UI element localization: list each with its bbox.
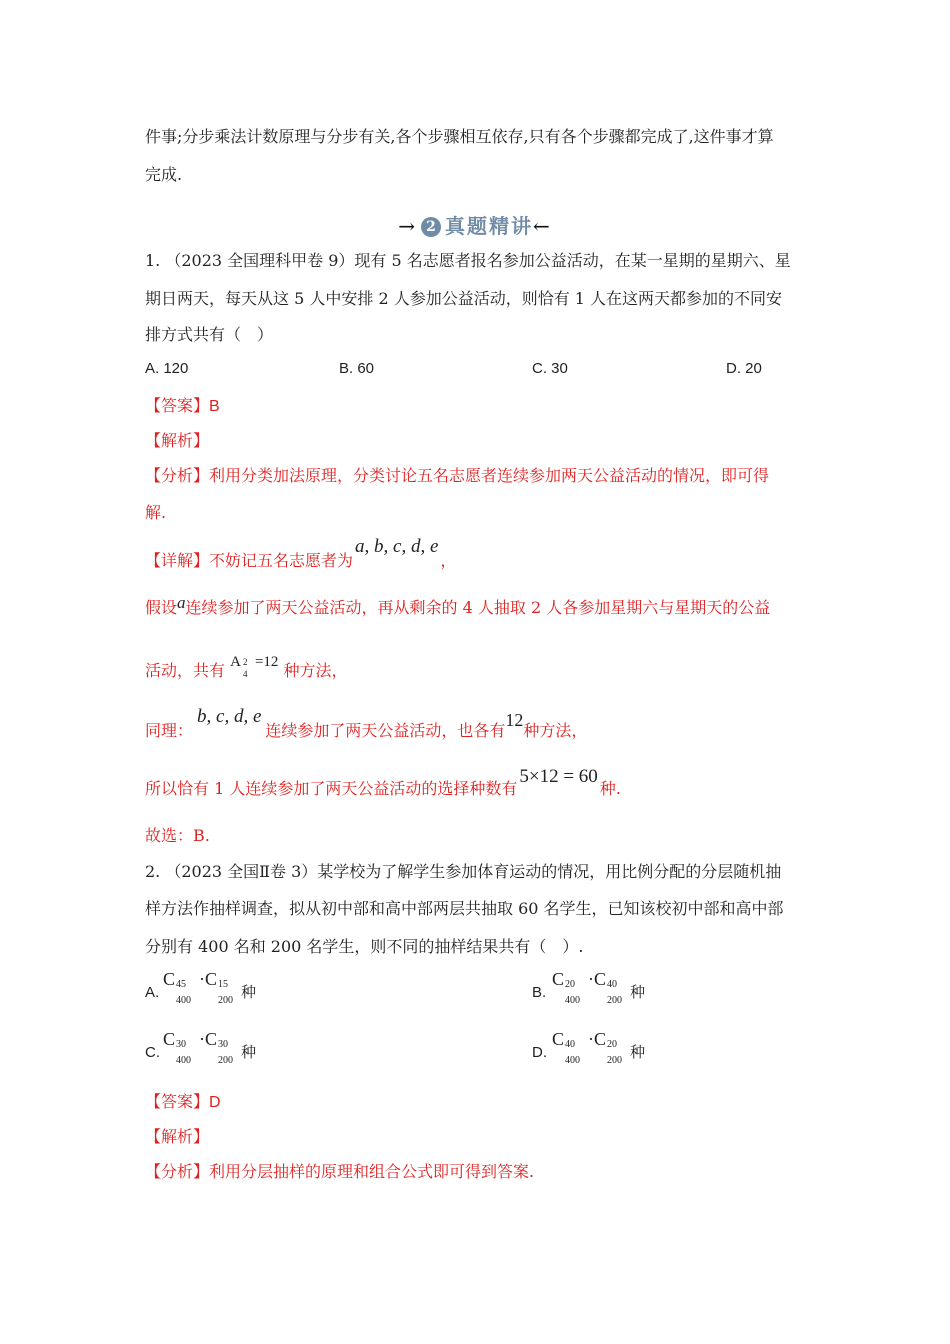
heading-left-arrow: → xyxy=(398,214,417,238)
answer-value: B xyxy=(209,398,220,415)
comb-sub: 200 xyxy=(218,995,234,1006)
comb-sup: 40 xyxy=(607,979,618,990)
multiply-dot: · xyxy=(588,1029,595,1049)
q1-para-2 xyxy=(145,593,771,619)
q1-fenxi-cont: 解. xyxy=(145,503,167,522)
q1-answer xyxy=(145,395,220,418)
comb-symbol: C xyxy=(594,1029,607,1049)
q2-line-3: 分别有 400 名和 200 名学生，则不同的抽样结果共有（ ）. xyxy=(145,937,584,956)
q1-analysis-tag: 【解析】 xyxy=(145,431,210,450)
q1-para-3 xyxy=(145,654,348,683)
q2-line-1: 2. （2023 全国Ⅱ卷 3）某学校为了解学生参加体育运动的情况，用比例分配的分层随机抽 xyxy=(145,862,782,881)
q1-fenxi xyxy=(145,465,769,487)
fenxi-tag: 【分析】 xyxy=(145,1162,210,1181)
p2-math-a: a xyxy=(177,593,186,612)
comb-symbol: C xyxy=(163,1029,176,1049)
perm-result: =12 xyxy=(254,654,279,670)
q2-line-2: 样方法作抽样调查，拟从初中部和高中部两层共抽取 60 名学生，已知该校初中部和高中部 xyxy=(145,899,784,918)
p2-text-a: 假设 xyxy=(145,598,178,617)
perm-sub: 4 xyxy=(242,669,248,679)
comb-sub: 400 xyxy=(565,1055,581,1066)
q2-option-c-expr xyxy=(163,1029,257,1066)
q1-option-c: C. 30 xyxy=(532,360,568,377)
multiply-dot: · xyxy=(199,1029,206,1049)
comb-symbol: C xyxy=(552,969,565,989)
comb-sup: 20 xyxy=(565,979,576,990)
comb-symbol: C xyxy=(205,969,218,989)
heading-number-badge: 2 xyxy=(421,217,441,237)
detail-text: 不妨记五名志愿者为 xyxy=(209,551,354,570)
answer-value: D xyxy=(209,1094,221,1111)
unit-label: 种 xyxy=(241,1043,257,1061)
detail-end: ， xyxy=(440,551,457,570)
q2-option-b-label: B. xyxy=(532,984,547,1001)
p4-text-b: 连续参加了两天公益活动，也各有 xyxy=(265,721,506,740)
p4-text-c: 种方法， xyxy=(523,721,588,740)
q2-option-b-expr xyxy=(552,969,646,1006)
comb-sub: 200 xyxy=(607,1055,623,1066)
q2-option-c-label: C. xyxy=(145,1044,160,1061)
section-heading xyxy=(0,210,950,239)
multiply-dot: · xyxy=(199,969,206,989)
q2-option-a-expr xyxy=(163,969,257,1006)
p3-permutation xyxy=(230,654,279,679)
answer-tag: 【答案】 xyxy=(145,1092,210,1111)
heading-title: 真题精讲 xyxy=(445,214,533,238)
q2-analysis-tag: 【解析】 xyxy=(145,1127,210,1146)
q1-option-b: B. 60 xyxy=(339,360,375,377)
q1-option-d: D. 20 xyxy=(726,360,762,377)
p2-text-b: 连续参加了两天公益活动，再从剩余的 4 人抽取 2 人各参加星期六与星期天的公益 xyxy=(185,598,771,617)
p3-text-b: 种方法， xyxy=(283,661,348,680)
p4-number: 12 xyxy=(505,710,524,730)
intro-line-2: 完成. xyxy=(145,165,183,184)
fenxi-text: 利用分层抽样的原理和组合公式即可得到答案. xyxy=(209,1162,535,1181)
p5-text-b: 种. xyxy=(599,779,621,798)
perm-sup: 2 xyxy=(242,657,248,667)
comb-sub: 400 xyxy=(565,995,581,1006)
q1-line-3: 排方式共有（ ） xyxy=(145,325,274,344)
comb-sup: 40 xyxy=(565,1039,576,1050)
q1-line-1: 1. （2023 全国理科甲卷 9）现有 5 名志愿者报名参加公益活动，在某一星期的星期六、星 xyxy=(145,251,791,270)
q2-option-d-label: D. xyxy=(532,1044,547,1061)
unit-label: 种 xyxy=(241,983,257,1001)
p4-text-a: 同理： xyxy=(145,721,194,740)
q1-detail xyxy=(145,536,457,572)
comb-sup: 45 xyxy=(176,979,187,990)
q1-option-a: A. 120 xyxy=(145,360,189,377)
heading-right-arrow: ← xyxy=(533,214,552,238)
q2-option-d-expr xyxy=(552,1029,646,1066)
p5-text-a: 所以恰有 1 人连续参加了两天公益活动的选择种数有 xyxy=(145,779,518,798)
comb-symbol: C xyxy=(163,969,176,989)
q2-answer xyxy=(145,1091,221,1114)
q2-option-a-label: A. xyxy=(145,984,160,1001)
p3-text-a: 活动，共有 xyxy=(145,661,226,680)
fenxi-tag: 【分析】 xyxy=(145,466,210,485)
comb-symbol: C xyxy=(552,1029,565,1049)
comb-sup: 15 xyxy=(218,979,229,990)
answer-tag: 【答案】 xyxy=(145,396,210,415)
q1-conclusion: 故选：B. xyxy=(145,826,210,845)
intro-line-1: 件事;分步乘法计数原理与分步有关,各个步骤相互依存,只有各个步骤都完成了,这件事才算 xyxy=(145,127,774,146)
q1-para-4 xyxy=(145,706,588,742)
comb-sub: 200 xyxy=(218,1055,234,1066)
comb-sup: 20 xyxy=(607,1039,618,1050)
p4-math-letters: b, c, d, e xyxy=(197,706,262,727)
unit-label: 种 xyxy=(630,983,646,1001)
comb-symbol: C xyxy=(594,969,607,989)
q1-para-5 xyxy=(145,766,621,800)
comb-sub: 400 xyxy=(176,995,192,1006)
comb-sup: 30 xyxy=(176,1039,187,1050)
comb-sup: 30 xyxy=(218,1039,229,1050)
comb-sub: 400 xyxy=(176,1055,192,1066)
q1-line-2: 期日两天，每天从这 5 人中安排 2 人参加公益活动，则恰有 1 人在这两天都参加的不同安 xyxy=(145,289,783,308)
multiply-dot: · xyxy=(588,969,595,989)
detail-math-letters: a, b, c, d, e xyxy=(355,536,439,557)
detail-tag: 【详解】 xyxy=(145,551,210,570)
comb-sub: 200 xyxy=(607,995,623,1006)
p5-math: 5×12 = 60 xyxy=(519,766,598,787)
unit-label: 种 xyxy=(630,1043,646,1061)
fenxi-text: 利用分类加法原理，分类讨论五名志愿者连续参加两天公益活动的情况，即可得 xyxy=(209,466,770,485)
perm-symbol: A xyxy=(230,654,241,670)
q2-fenxi xyxy=(145,1161,534,1183)
comb-symbol: C xyxy=(205,1029,218,1049)
